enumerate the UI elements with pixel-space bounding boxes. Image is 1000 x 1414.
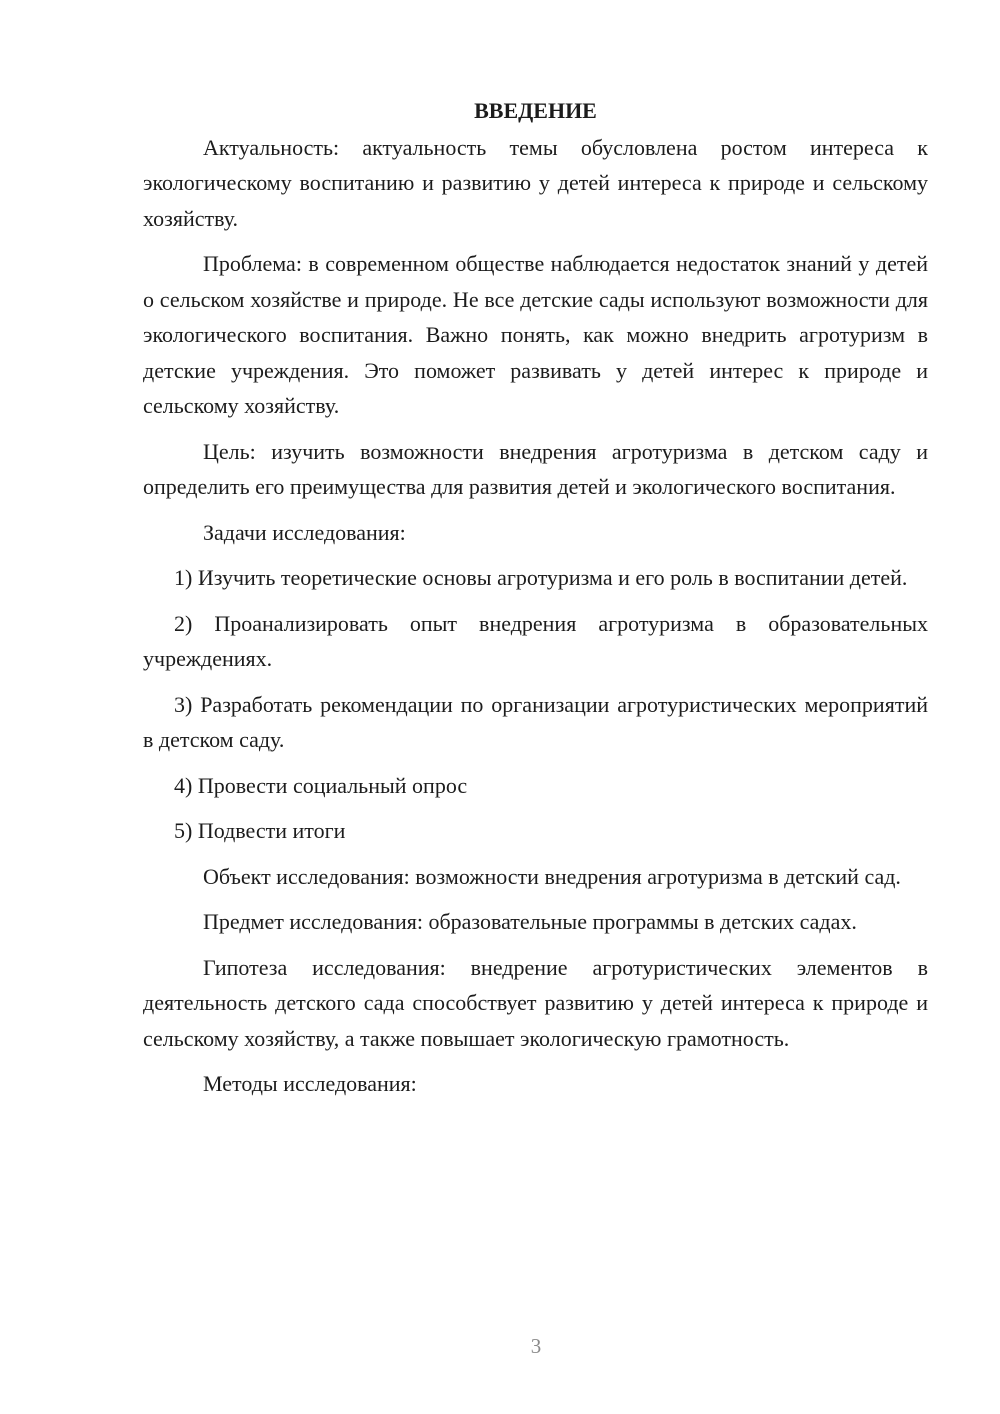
tasks-heading: Задачи исследования:: [203, 519, 406, 545]
paragraph-hypothesis: Гипотеза исследования: внедрение агротуристических элементов в деятельность детского сада способствует развитию у детей интереса к природе и сельскому хозяйству, а также повышает экологическую грамотность.: [143, 954, 928, 1051]
paragraph-subject: Предмет исследования: образовательные программы в детских садах.: [203, 909, 857, 934]
task-item-4: 4) Провести социальный опрос: [174, 772, 468, 798]
methods-heading: Методы исследования:: [203, 1071, 417, 1096]
paragraph-problem: Проблема: в современном обществе наблюдается недостаток знаний у детей о сельском хозяйстве и природе. Не все детские сады используют возможности для экологического воспитания. Важно понять, как можно внедрить агротуризм в детские учреждения. Это поможет развивать у детей интерес к природе и сельскому хозяйству.: [143, 251, 928, 418]
paragraph-goal: Цель: изучить возможности внедрения агротуризма в детском саду и определить его преимущества для развития детей и экологического воспитания.: [143, 438, 928, 499]
task-item-1: 1) Изучить теоретические основы агротуризма и его роль в воспитании детей.: [174, 565, 908, 590]
paragraph-relevance: Актуальность: актуальность темы обусловлена ростом интереса к экологическому воспитанию и развитию у детей интереса к природе и сельскому хозяйству.: [143, 134, 928, 231]
page-content: [143, 93, 928, 1112]
section-title: ВВЕДЕНИЕ: [474, 98, 597, 123]
task-item-2: 2) Проанализировать опыт внедрения агротуризма в образовательных учреждениях.: [143, 610, 928, 671]
paragraph-object: Объект исследования: возможности внедрения агротуризма в детский сад.: [203, 863, 901, 889]
page-number: 3: [530, 1334, 542, 1358]
task-item-3: 3) Разработать рекомендации по организации агротуристических мероприятий в детском саду.: [143, 691, 928, 752]
task-item-5: 5) Подвести итоги: [174, 818, 346, 843]
